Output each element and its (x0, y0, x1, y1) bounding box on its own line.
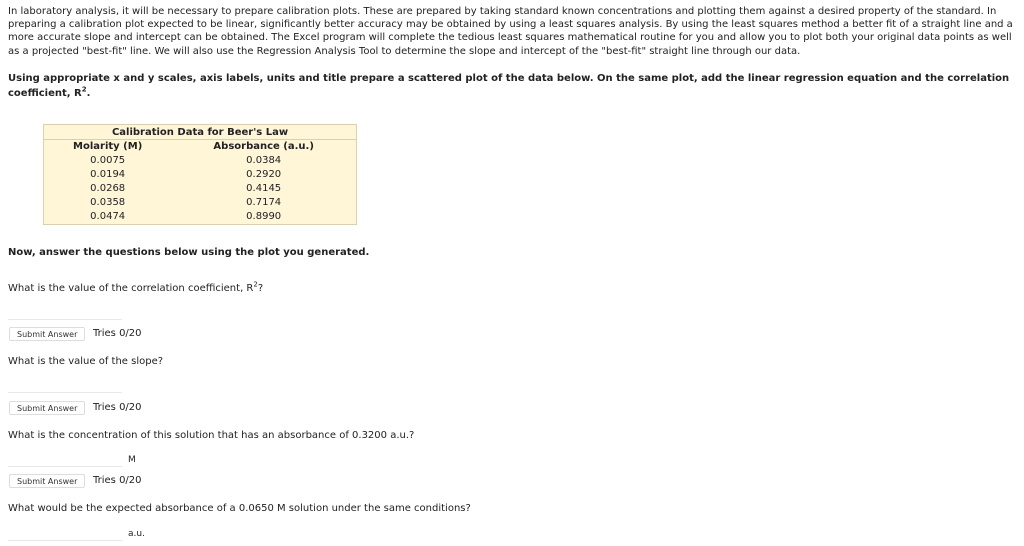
question-r-squared-end: ? (257, 283, 264, 294)
instruction-end: . (86, 87, 91, 99)
cell-molarity: 0.0358 (90, 197, 126, 208)
calibration-table (43, 124, 357, 225)
table-row (44, 182, 357, 196)
absorbance-input[interactable] (8, 527, 122, 541)
cell-absorbance: 0.8990 (246, 211, 282, 222)
concentration-unit: M (128, 455, 136, 465)
r-squared-input[interactable] (8, 306, 122, 320)
table-title: Calibration Data for Beer's Law (43, 124, 357, 139)
question-r-squared-sup: 2 (253, 280, 258, 289)
instruction-paragraph (8, 71, 1016, 101)
tries-r-squared: Tries 0/20 (93, 328, 142, 339)
instruction-text: Using appropriate x and y scales, axis labels, units and title prepare a scattered plot of the data below. On the same plot, add the linear regression equation and the correlation coefficient, R (8, 72, 1010, 99)
cell-absorbance: 0.4145 (246, 183, 282, 194)
question-r-squared-text: What is the value of the correlation coefficient, R (8, 283, 254, 294)
table-row (44, 196, 357, 210)
col-header-absorbance: Absorbance (a.u.) (213, 141, 314, 152)
intro-paragraph: In laboratory analysis, it will be necessary to prepare calibration plots. These are prepared by taking standard known concentrations and plotting them against a desired property of the standard. In preparing a calibration plot expected to be linear, significantly better accuracy may be obtained by using a least squares analysis. By using the least squares method a better fit of a straight line and a more accurate slope and intercept can be obtained. The Excel program will complete the tedious least squares mathematical routine for you and allow you to plot both your original data points as well as a projected "best-fit" line. We will also use the Regression Analysis Tool to determine the slope and intercept of the "best-fit" straight line through our data. (8, 6, 1013, 57)
question-slope: What is the value of the slope? (8, 356, 164, 367)
cell-absorbance: 0.0384 (246, 155, 282, 166)
table-row (44, 210, 357, 225)
slope-input[interactable] (8, 379, 122, 393)
col-header-molarity: Molarity (M) (73, 141, 143, 152)
cell-absorbance: 0.7174 (246, 197, 282, 208)
question-r-squared (8, 280, 264, 294)
tries-concentration: Tries 0/20 (93, 475, 142, 486)
instruction-sup: 2 (81, 85, 87, 94)
tries-slope: Tries 0/20 (93, 402, 142, 413)
submit-concentration-button[interactable]: Submit Answer (9, 474, 85, 488)
cell-molarity: 0.0474 (90, 211, 126, 222)
table-row (44, 168, 357, 182)
concentration-input[interactable] (8, 453, 122, 467)
question-concentration: What is the concentration of this solution that has an absorbance of 0.3200 a.u.? (8, 430, 415, 441)
cell-molarity: 0.0075 (90, 155, 126, 166)
submit-r-squared-button[interactable]: Submit Answer (9, 327, 85, 341)
now-answer-heading: Now, answer the questions below using the plot you generated. (8, 247, 370, 258)
cell-molarity: 0.0194 (90, 169, 126, 180)
table-row (44, 154, 357, 168)
table-header-row (44, 140, 357, 155)
absorbance-unit: a.u. (128, 529, 145, 539)
question-expected-absorbance: What would be the expected absorbance of a 0.0650 M solution under the same conditions? (8, 503, 471, 514)
cell-molarity: 0.0268 (90, 183, 126, 194)
cell-absorbance: 0.2920 (246, 169, 282, 180)
page (8, 0, 1016, 539)
submit-slope-button[interactable]: Submit Answer (9, 401, 85, 415)
